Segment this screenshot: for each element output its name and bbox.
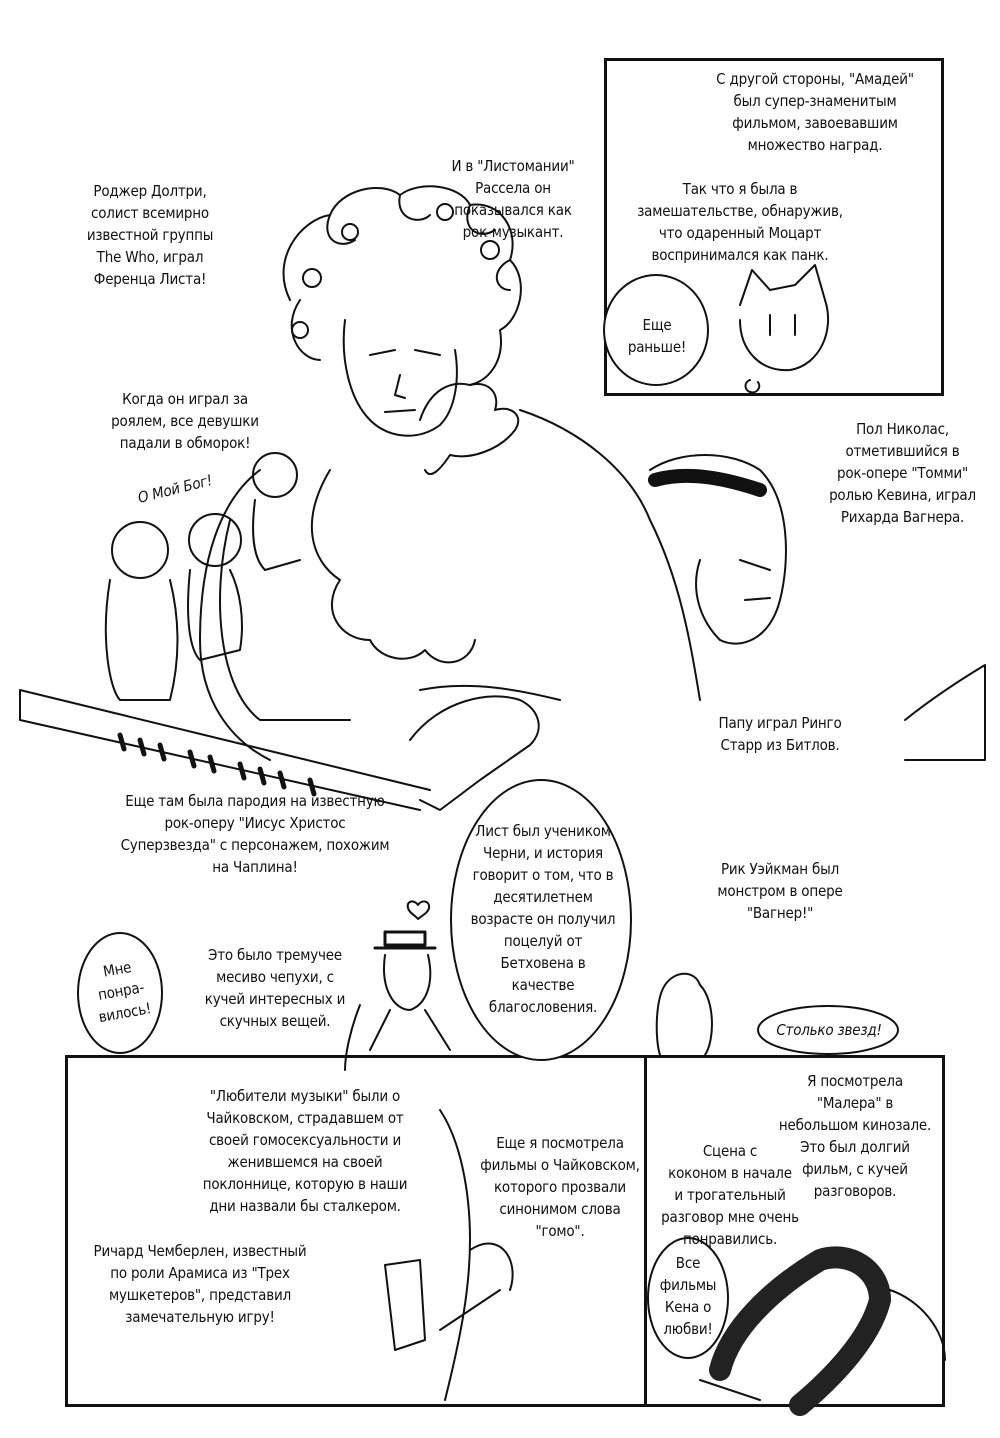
bubble-text-stars: Столько звезд! — [776, 1021, 882, 1039]
caption-mozart-punk: Так что я была в замешательстве, обнаружив, что одаренный Моцарт воспринимался как панк. — [637, 180, 843, 264]
bubble-text-czerny: Лист был учеником Черни, и история говорит о том, что в десятилетнем возрасте он получил поцелуй от Бетховена в качестве благословения. — [470, 822, 616, 1016]
caption-wakeman: Рик Уэйкман был монстром в опере "Вагнер!" — [717, 860, 843, 922]
caption-daltrey: Роджер Долтри, солист всемирно известной группы The Who, играл Ференца Листа! — [86, 182, 214, 288]
bubble-text-ken: Все фильмы Кена о любви! — [659, 1254, 717, 1338]
long-hair-figure — [657, 974, 712, 1055]
caption-lisztomania: И в "Листомании" Рассела он показывался как рок-музыкант. — [451, 157, 575, 241]
bubble-text-liked: Мне понра- вилось! — [96, 958, 153, 1027]
girl-2-head — [189, 514, 241, 566]
caption-ringo: Папу играл Ринго Старр из Битлов. — [718, 714, 842, 754]
bubble-text-earlier: Еще раньше! — [627, 316, 687, 356]
papers — [905, 665, 985, 760]
caption-piano: Когда он играл за роялем, все девушки падали в обморок! — [111, 390, 259, 452]
caption-cocoon: Сцена с коконом в начале и трогательный разговор мне очень понравились. — [661, 1142, 799, 1248]
caption-chamberlain: Ричард Чемберлен, известный по роли Арамиса из "Трех мушкетеров", представил замечательную игру! — [93, 1242, 307, 1326]
mahler-figure — [720, 1257, 880, 1405]
girl-1-head — [112, 522, 168, 578]
caption-nicholas: Пол Николас, отметившийся в рок-опере "Томми" ролью Кевина, играл Рихарда Вагнера. — [829, 420, 976, 526]
chaplin-hat — [375, 932, 435, 948]
book — [385, 1260, 425, 1350]
exclamation-omg: О Мой Бог! — [136, 471, 214, 507]
caption-amadeus: С другой стороны, "Амадей" был супер-знаменитым фильмом, завоевавшим множество наград. — [716, 70, 914, 154]
caption-mahler: Я посмотрела "Малера" в небольшом кинозале. Это был долгий фильм, с кучей разговоров. — [778, 1072, 932, 1200]
liszt-collar — [312, 470, 475, 662]
caption-tchaikovsky-films: Еще я посмотрела фильмы о Чайковском, которого прозвали синонимом слова "гомо". — [480, 1134, 640, 1240]
amadeus-cat — [740, 265, 828, 370]
girl-3-head — [253, 453, 297, 497]
caption-music-lovers: "Любители музыки" были о Чайковском, страдавшем от своей гомосексуальности и женившемся на своей поклоннице, которую в наши дни назвали бы сталкером. — [202, 1087, 408, 1215]
caption-parody: Еще там была пародия на известную рок-оперу "Иисус Христос Суперзвезда" с персонажем, похожим на Чаплина! — [120, 792, 390, 876]
caption-mess: Это было тремучее месиво чепухи, с кучей интересных и скучных вещей. — [204, 946, 346, 1030]
